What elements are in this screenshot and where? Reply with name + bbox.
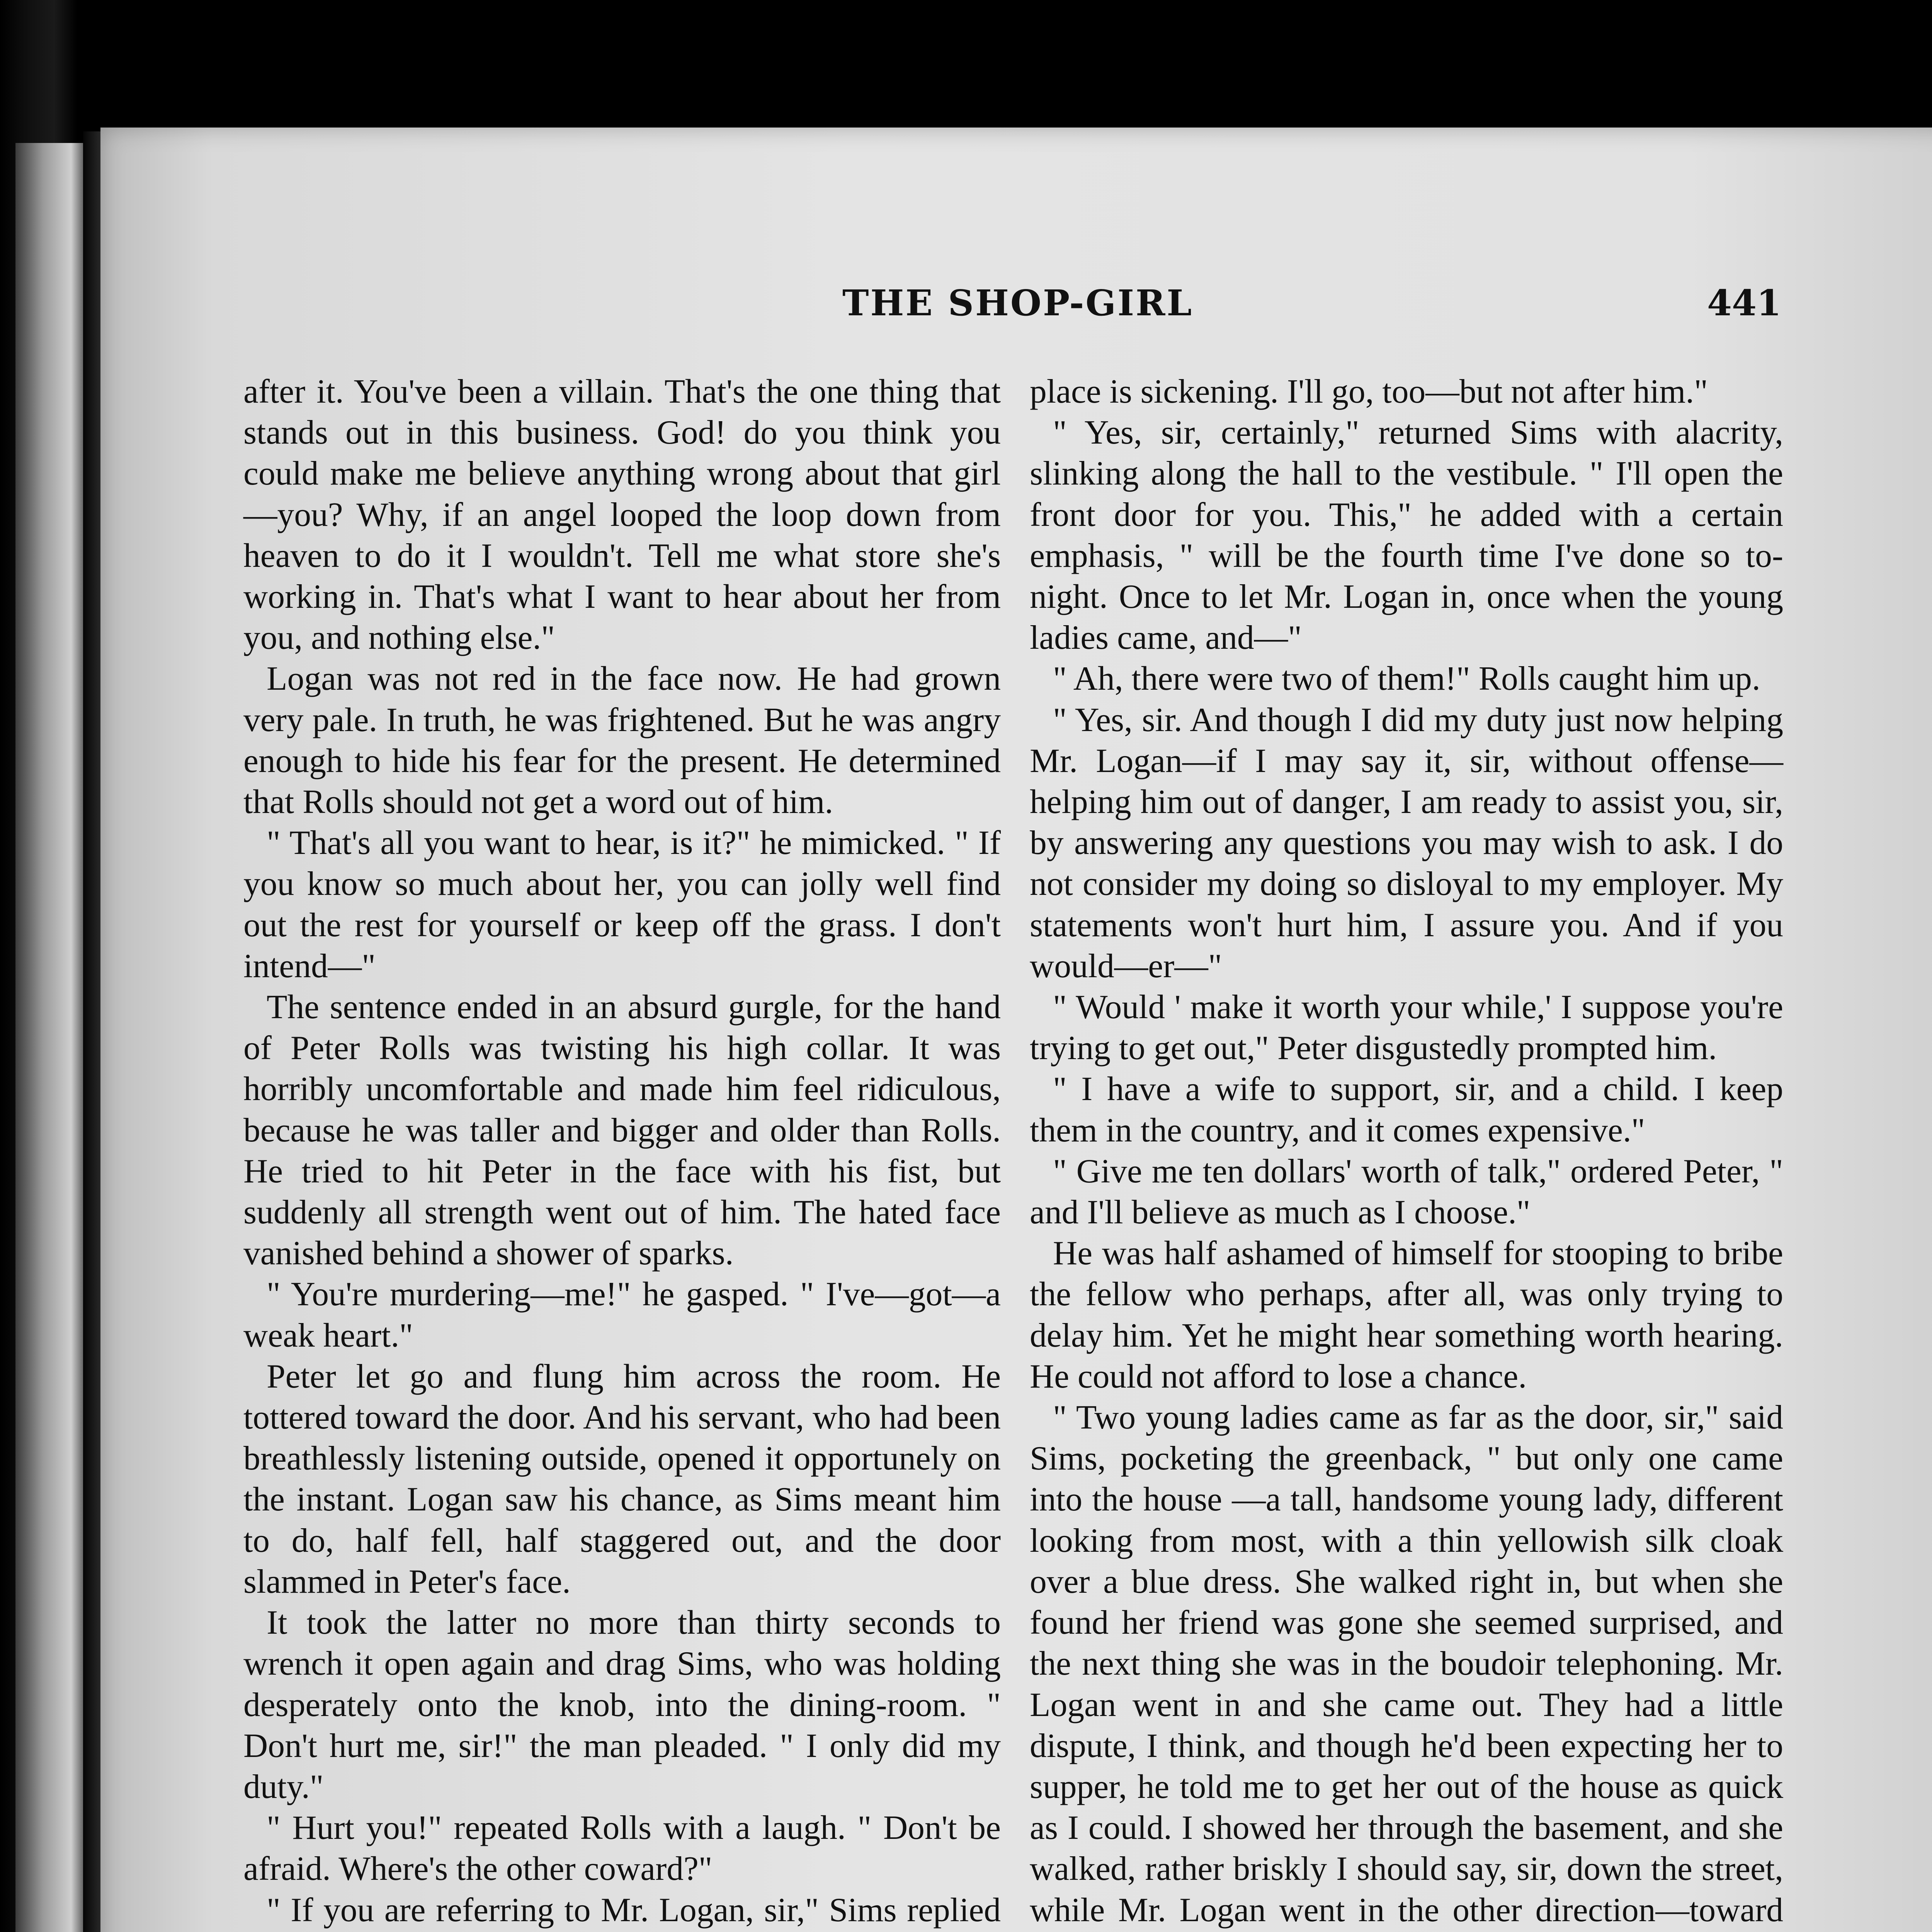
running-head: THE SHOP-GIRL [842,282,1194,324]
previous-page-edge [15,143,85,1932]
page-header [232,162,1781,324]
paragraph: He was half ashamed of himself for stooping to bribe the fellow who perhaps, after all, was only trying to delay him. Yet he might hear something worth hearing. He could not afford to lose a chance. [1030,1234,1783,1395]
paragraph: " Yes, sir. And though I did my duty just now helping Mr. Logan—if I may say it, sir, without offense—helping him out of danger, I am ready to assist you, sir, by answering any questions you may wish to ask. I do not consider my doing so disloyal to my employer. My statements won't hurt him, I assure you. And if you would—er—" [1030,701,1783,985]
right-text-column [1030,371,1783,1932]
paragraph: " I have a wife to support, sir, and a child. I keep them in the country, and it comes expensive." [1030,1070,1783,1149]
paragraph: It took the latter no more than thirty seconds to wrench it open again and drag Sims, who was holding desperately onto the knob, into the dining-room. " Don't hurt me, sir!" the man pleaded. " I only did my duty." [243,1604,1001,1805]
paragraph: The sentence ended in an absurd gurgle, for the hand of Peter Rolls was twisting his high collar. It was horribly uncomfortable and made him feel ridiculous, because he was taller and bigger and older than Rolls. He tried to hit Peter in the face with his fist, but suddenly all strength went out of him. The hated face vanished behind a shower of sparks. [243,988,1001,1272]
paragraph: place is sickening. I'll go, too—but not after him." [1030,372,1708,410]
paragraph: " You're murdering—me!" he gasped. " I've—got—a weak heart." [243,1275,1001,1354]
paragraph: " Give me ten dollars' worth of talk," ordered Peter, " and I'll believe as much as I choose." [1030,1152,1783,1231]
paragraph: " Would ' make it worth your while,' I suppose you're trying to get out," Peter disgustedly prompted him. [1030,988,1783,1067]
paragraph: " That's all you want to hear, is it?" he mimicked. " If you know so much about her, you can jolly well find out the rest for yourself or keep off the grass. I don't intend—" [243,824,1001,985]
page-number: 441 [1707,282,1781,324]
paragraph: " Yes, sir, certainly," returned Sims with alacrity, slinking along the hall to the vestibule. " I'll open the front door for you. This," he added with a certain emphasis, " will be the fourth time I've done so to-night. Once to let Mr. Logan in, once when the young ladies came, and—" [1030,413,1783,656]
paragraph: Logan was not red in the face now. He had grown very pale. In truth, he was frightened. But he was angry enough to hide his fear for the present. He determined that Rolls should not get a word out of him. [243,660,1001,821]
paragraph: after it. You've been a villain. That's the one thing that stands out in this business. God! do you think you could make me believe anything wrong about that girl —you? Why, if an angel looped the loop down from heaven to do it I wouldn't. Tell me what store she's working in. That's what I want to hear about her from you, and nothing else." [243,372,1001,656]
paragraph: " Ah, there were two of them!" Rolls caught him up. [1053,660,1760,697]
paragraph: " If you are referring to Mr. Logan, sir," Sims replied [267,1891,1001,1929]
paragraph: Peter let go and flung him across the room. He tottered toward the door. And his servant, who had been breathlessly listening outside, opened it opportunely on the instant. Logan saw his chance, as Sims meant him to do, half fell, half staggered out, and the door slammed in Peter's face. [243,1357,1001,1600]
paragraph: " Two young ladies came as far as the door, sir," said Sims, pocketing the greenback, " but only one came into the house —a tall, handsome young lady, different looking from most, with a thin yellowish silk cloak over a blue dress. She walked right in, but when she found her friend was gone she seemed surprised, and the next thing she was in the boudoir telephoning. Mr. Logan went in and she came out. They had a little dispute, I think, and though he'd been expecting her to supper, he told me to get her out of the house as quick as I could. I showed her through the basement, and she walked, rather briskly I should say, sir, down the street, while Mr. Logan went in the other direction—toward [1030,1398,1783,1929]
paragraph: " Hurt you!" repeated Rolls with a laugh. " Don't be afraid. Where's the other coward?" [243,1809,1001,1888]
left-text-column [243,371,1001,1932]
